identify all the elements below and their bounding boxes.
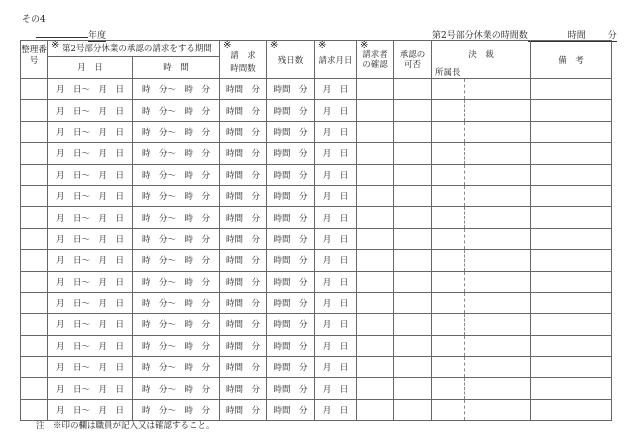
remarks-cell[interactable] [531, 271, 612, 292]
date-cell[interactable]: 月 日～ 月 日 [48, 399, 133, 420]
head-of-office-cell[interactable] [432, 207, 465, 228]
time-cell[interactable]: 時 分～ 時 分 [133, 399, 220, 420]
request-hours-cell[interactable]: 時間 分 [220, 335, 267, 356]
header-approval: 承認の [399, 49, 426, 60]
remarks-cell[interactable] [531, 314, 612, 335]
requester-confirm-cell[interactable] [357, 378, 394, 399]
request-date-cell[interactable]: 月 日 [315, 250, 357, 271]
time-cell[interactable]: 時 分～ 時 分 [133, 121, 220, 142]
decision-cell[interactable] [465, 185, 531, 206]
header-request-hours-2: 時間数 [230, 63, 256, 74]
requester-confirm-cell[interactable] [357, 250, 394, 271]
request-hours-cell[interactable]: 時間 分 [220, 121, 267, 142]
remarks-cell[interactable] [531, 207, 612, 228]
remaining-cell[interactable]: 時間 分 [267, 335, 315, 356]
requester-confirm-cell[interactable] [357, 228, 394, 249]
remaining-cell[interactable]: 時間 分 [267, 185, 315, 206]
remaining-cell[interactable]: 時間 分 [267, 292, 315, 313]
request-hours-cell[interactable]: 時間 分 [220, 100, 267, 121]
request-hours-cell[interactable]: 時間 分 [220, 207, 267, 228]
remarks-cell[interactable] [531, 378, 612, 399]
decision-cell[interactable] [465, 100, 531, 121]
approval-cell[interactable] [394, 228, 432, 249]
table-row [21, 121, 612, 142]
time-cell[interactable]: 時 分～ 時 分 [133, 164, 220, 185]
head-of-office-cell[interactable] [432, 100, 465, 121]
decision-cell[interactable] [465, 335, 531, 356]
header-remaining-days: 残日数 [277, 55, 304, 66]
date-cell[interactable]: 月 日～ 月 日 [48, 250, 133, 271]
requester-confirm-cell[interactable] [357, 207, 394, 228]
header-requester-confirm: 請求者 [362, 49, 388, 60]
mark-icon: ※ [360, 40, 369, 51]
decision-cell[interactable] [465, 314, 531, 335]
head-of-office-cell[interactable] [432, 250, 465, 271]
table-row [21, 207, 612, 228]
header-remarks: 備 考 [531, 41, 612, 79]
ref-no-cell[interactable] [21, 399, 48, 420]
remaining-cell[interactable]: 時間 分 [267, 314, 315, 335]
remarks-cell[interactable] [531, 79, 612, 100]
date-cell[interactable]: 月 日～ 月 日 [48, 79, 133, 100]
head-of-office-cell[interactable] [432, 357, 465, 378]
approval-cell[interactable] [394, 335, 432, 356]
ref-no-cell[interactable] [21, 250, 48, 271]
request-date-cell[interactable]: 月 日 [315, 100, 357, 121]
hours-unit: 時間 [568, 28, 586, 42]
requester-confirm-cell[interactable] [357, 357, 394, 378]
header-decision: 決 裁 [468, 50, 494, 60]
time-cell[interactable]: 時 分～ 時 分 [133, 271, 220, 292]
request-date-cell[interactable]: 月 日 [315, 143, 357, 164]
head-of-office-cell[interactable] [432, 378, 465, 399]
ref-no-cell[interactable] [21, 271, 48, 292]
time-cell[interactable]: 時 分～ 時 分 [133, 100, 220, 121]
table-row [21, 378, 612, 399]
remaining-cell[interactable]: 時間 分 [267, 121, 315, 142]
requester-confirm-cell[interactable] [357, 79, 394, 100]
request-hours-cell[interactable]: 時間 分 [220, 79, 267, 100]
decision-cell[interactable] [465, 271, 531, 292]
time-cell[interactable]: 時 分～ 時 分 [133, 228, 220, 249]
request-hours-cell[interactable]: 時間 分 [220, 250, 267, 271]
approval-cell[interactable] [394, 143, 432, 164]
request-date-cell[interactable]: 月 日 [315, 185, 357, 206]
header-head-of-office: 所属長 [435, 68, 461, 78]
request-hours-cell[interactable]: 時間 分 [220, 399, 267, 420]
request-date-cell[interactable]: 月 日 [315, 228, 357, 249]
header-requester-confirm-2: の確認 [362, 59, 388, 70]
requester-confirm-cell[interactable] [357, 335, 394, 356]
approval-cell[interactable] [394, 314, 432, 335]
request-hours-cell[interactable]: 時間 分 [220, 292, 267, 313]
remaining-cell[interactable]: 時間 分 [267, 207, 315, 228]
table-row [21, 357, 612, 378]
approval-cell[interactable] [394, 185, 432, 206]
mark-icon: ※ [223, 40, 232, 51]
head-of-office-cell[interactable] [432, 185, 465, 206]
decision-cell[interactable] [465, 357, 531, 378]
decision-cell[interactable] [465, 378, 531, 399]
requester-confirm-cell[interactable] [357, 121, 394, 142]
head-of-office-cell[interactable] [432, 164, 465, 185]
time-cell[interactable]: 時 分～ 時 分 [133, 250, 220, 271]
minutes-unit: 分 [608, 28, 617, 42]
date-cell[interactable]: 月 日～ 月 日 [48, 228, 133, 249]
ref-no-cell[interactable] [21, 121, 48, 142]
remaining-cell[interactable]: 時間 分 [267, 79, 315, 100]
approval-cell[interactable] [394, 100, 432, 121]
approval-cell[interactable] [394, 121, 432, 142]
remaining-cell[interactable]: 時間 分 [267, 399, 315, 420]
table-row [21, 164, 612, 185]
remarks-cell[interactable] [531, 121, 612, 142]
date-cell[interactable]: 月 日～ 月 日 [48, 271, 133, 292]
mark-icon: ※ [270, 40, 279, 51]
table-row [21, 271, 612, 292]
ref-no-cell[interactable] [21, 79, 48, 100]
remaining-cell[interactable]: 時間 分 [267, 228, 315, 249]
remaining-cell[interactable]: 時間 分 [267, 271, 315, 292]
head-of-office-cell[interactable] [432, 314, 465, 335]
remarks-cell[interactable] [531, 250, 612, 271]
time-cell[interactable]: 時 分～ 時 分 [133, 292, 220, 313]
time-cell[interactable]: 時 分～ 時 分 [133, 314, 220, 335]
request-date-cell[interactable]: 月 日 [315, 271, 357, 292]
time-cell[interactable]: 時 分～ 時 分 [133, 79, 220, 100]
ref-no-cell[interactable] [21, 185, 48, 206]
time-cell[interactable]: 時 分～ 時 分 [133, 335, 220, 356]
request-hours-cell[interactable]: 時間 分 [220, 271, 267, 292]
table-row [21, 79, 612, 100]
ref-no-cell[interactable] [21, 292, 48, 313]
table-row [21, 292, 612, 313]
requester-confirm-cell[interactable] [357, 292, 394, 313]
remarks-cell[interactable] [531, 100, 612, 121]
request-hours-cell[interactable]: 時間 分 [220, 378, 267, 399]
hours-label: 第2号部分休業の時間数 [432, 31, 528, 41]
request-hours-cell[interactable]: 時間 分 [220, 185, 267, 206]
request-hours-cell[interactable]: 時間 分 [220, 314, 267, 335]
table-row [21, 228, 612, 249]
decision-cell[interactable] [465, 399, 531, 420]
date-cell[interactable]: 月 日～ 月 日 [48, 335, 133, 356]
decision-cell[interactable] [465, 143, 531, 164]
time-cell[interactable]: 時 分～ 時 分 [133, 185, 220, 206]
head-of-office-cell[interactable] [432, 335, 465, 356]
table-row [21, 143, 612, 164]
request-date-cell[interactable]: 月 日 [315, 292, 357, 313]
approval-cell[interactable] [394, 399, 432, 420]
time-cell[interactable]: 時 分～ 時 分 [133, 143, 220, 164]
head-of-office-cell[interactable] [432, 399, 465, 420]
mark-icon: ※ [318, 40, 327, 51]
request-date-cell[interactable]: 月 日 [315, 79, 357, 100]
table-row [21, 185, 612, 206]
request-hours-cell[interactable]: 時間 分 [220, 228, 267, 249]
request-date-cell[interactable]: 月 日 [315, 207, 357, 228]
remaining-cell[interactable]: 時間 分 [267, 143, 315, 164]
header-approval-2: 可否 [403, 59, 421, 70]
request-hours-cell[interactable]: 時間 分 [220, 164, 267, 185]
mark-icon: ※ [51, 40, 60, 51]
table-row [21, 399, 612, 420]
decision-cell[interactable] [465, 79, 531, 100]
requester-confirm-cell[interactable] [357, 271, 394, 292]
date-cell[interactable]: 月 日～ 月 日 [48, 121, 133, 142]
header-request-hours: 請 求 [230, 50, 256, 61]
head-of-office-cell[interactable] [432, 143, 465, 164]
time-cell[interactable]: 時 分～ 時 分 [133, 207, 220, 228]
date-cell[interactable]: 月 日～ 月 日 [48, 143, 133, 164]
date-cell[interactable]: 月 日～ 月 日 [48, 100, 133, 121]
request-table [20, 40, 612, 421]
request-date-cell[interactable]: 月 日 [315, 399, 357, 420]
ref-no-cell[interactable] [21, 100, 48, 121]
head-of-office-cell[interactable] [432, 121, 465, 142]
ref-no-cell[interactable] [21, 228, 48, 249]
footnote: 注 ※印の欄は職員が記入又は確認すること。 [36, 421, 215, 431]
approval-cell[interactable] [394, 207, 432, 228]
fiscal-year-label: 年度 [88, 28, 106, 42]
date-cell[interactable]: 月 日～ 月 日 [48, 185, 133, 206]
ref-no-cell[interactable] [21, 357, 48, 378]
table-row [21, 335, 612, 356]
approval-cell[interactable] [394, 250, 432, 271]
approval-cell[interactable] [394, 357, 432, 378]
decision-cell[interactable] [465, 292, 531, 313]
requester-confirm-cell[interactable] [357, 143, 394, 164]
remaining-cell[interactable]: 時間 分 [267, 100, 315, 121]
request-date-cell[interactable]: 月 日 [315, 164, 357, 185]
ref-no-cell[interactable] [21, 143, 48, 164]
request-hours-cell[interactable]: 時間 分 [220, 357, 267, 378]
request-hours-cell[interactable]: 時間 分 [220, 143, 267, 164]
ref-no-cell[interactable] [21, 314, 48, 335]
table-row [21, 250, 612, 271]
remarks-cell[interactable] [531, 292, 612, 313]
date-cell[interactable]: 月 日～ 月 日 [48, 164, 133, 185]
requester-confirm-cell[interactable] [357, 185, 394, 206]
date-cell[interactable]: 月 日～ 月 日 [48, 314, 133, 335]
date-cell[interactable]: 月 日～ 月 日 [48, 207, 133, 228]
requester-confirm-cell[interactable] [357, 314, 394, 335]
date-cell[interactable]: 月 日～ 月 日 [48, 378, 133, 399]
approval-cell[interactable] [394, 164, 432, 185]
remarks-cell[interactable] [531, 185, 612, 206]
approval-cell[interactable] [394, 292, 432, 313]
remaining-cell[interactable]: 時間 分 [267, 250, 315, 271]
remarks-cell[interactable] [531, 335, 612, 356]
remarks-cell[interactable] [531, 143, 612, 164]
form-number: その4 [22, 15, 46, 25]
request-date-cell[interactable]: 月 日 [315, 121, 357, 142]
requester-confirm-cell[interactable] [357, 164, 394, 185]
header-request-date: 請求月日 [318, 55, 353, 66]
remarks-cell[interactable] [531, 164, 612, 185]
date-cell[interactable]: 月 日～ 月 日 [48, 357, 133, 378]
request-date-cell[interactable]: 月 日 [315, 378, 357, 399]
time-cell[interactable]: 時 分～ 時 分 [133, 378, 220, 399]
decision-cell[interactable] [465, 164, 531, 185]
request-date-cell[interactable]: 月 日 [315, 335, 357, 356]
request-date-cell[interactable]: 月 日 [315, 314, 357, 335]
head-of-office-cell[interactable] [432, 79, 465, 100]
ref-no-cell[interactable] [21, 378, 48, 399]
requester-confirm-cell[interactable] [357, 100, 394, 121]
remaining-cell[interactable]: 時間 分 [267, 357, 315, 378]
head-of-office-cell[interactable] [432, 271, 465, 292]
time-cell[interactable]: 時 分～ 時 分 [133, 357, 220, 378]
decision-cell[interactable] [465, 121, 531, 142]
header-time: 時 間 [133, 56, 220, 78]
decision-cell[interactable] [465, 250, 531, 271]
remarks-cell[interactable] [531, 228, 612, 249]
remarks-cell[interactable] [531, 399, 612, 420]
header-period: 第2号部分休業の承認の請求をする期間 [62, 44, 212, 55]
remaining-cell[interactable]: 時間 分 [267, 164, 315, 185]
decision-cell[interactable] [465, 207, 531, 228]
ref-no-cell[interactable] [21, 335, 48, 356]
approval-cell[interactable] [394, 271, 432, 292]
header-ref-no: 整理番号 [21, 41, 48, 79]
remaining-cell[interactable]: 時間 分 [267, 378, 315, 399]
header-date: 月 日 [48, 56, 133, 78]
table-row [21, 100, 612, 121]
head-of-office-cell[interactable] [432, 292, 465, 313]
approval-cell[interactable] [394, 79, 432, 100]
decision-cell[interactable] [465, 228, 531, 249]
requester-confirm-cell[interactable] [357, 399, 394, 420]
approval-cell[interactable] [394, 378, 432, 399]
date-cell[interactable]: 月 日～ 月 日 [48, 292, 133, 313]
head-of-office-cell[interactable] [432, 228, 465, 249]
ref-no-cell[interactable] [21, 207, 48, 228]
ref-no-cell[interactable] [21, 164, 48, 185]
request-date-cell[interactable]: 月 日 [315, 357, 357, 378]
remarks-cell[interactable] [531, 357, 612, 378]
table-row [21, 314, 612, 335]
